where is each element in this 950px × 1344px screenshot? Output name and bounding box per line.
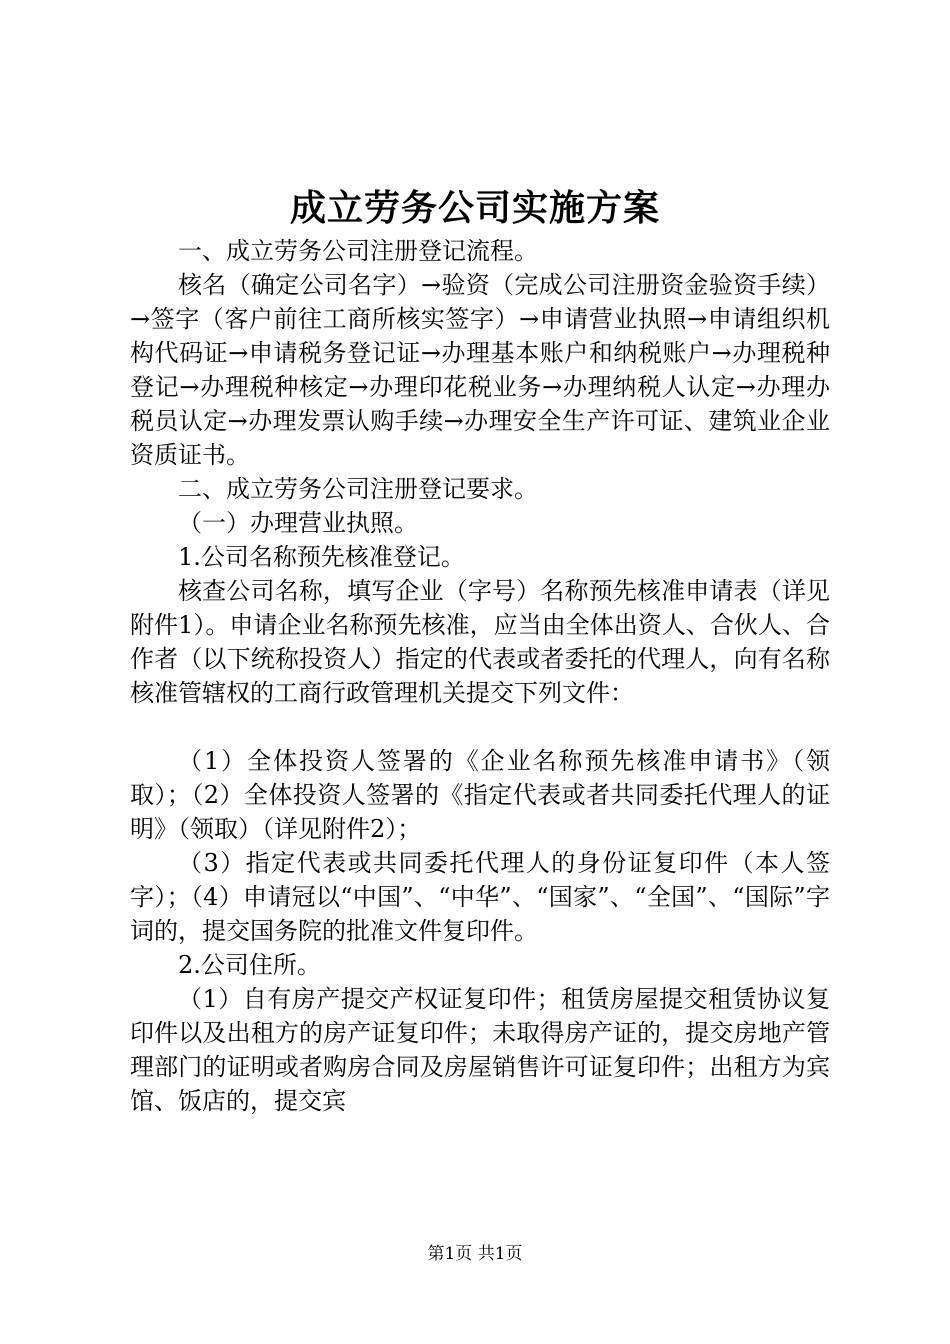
item-heading-residence: 2.公司住所。 bbox=[178, 951, 321, 979]
document-body bbox=[130, 234, 830, 1118]
document-title: 成立劳务公司实施方案 bbox=[289, 187, 660, 229]
paragraph-required-documents-1: （1）全体投资人签署的《企业名称预先核准申请书》（领取）；（2）全体投资人签署的《指定代表或者共同委托代理人的证明》（领取）（详见附件2）； bbox=[130, 747, 830, 843]
subsection-heading-1: （一）办理营业执照。 bbox=[178, 509, 418, 537]
section-heading-1: 一、成立劳务公司注册登记流程。 bbox=[178, 237, 538, 265]
paragraph-name-check: 核查公司名称，填写企业（字号）名称预先核准申请表（详见附件1）。申请企业名称预先核准，应当由全体出资人、合伙人、合作者（以下统称投资人）指定的代表或者委托的代理人，向有名称核准管辖权的工商行政管理机关提交下列文件： bbox=[130, 577, 830, 707]
section-heading-2: 二、成立劳务公司注册登记要求。 bbox=[178, 475, 538, 503]
paragraph-required-documents-2: （3）指定代表或共同委托代理人的身份证复印件（本人签字）；（4）申请冠以“中国”、“中华”、“国家”、“全国”、“国际”字词的，提交国务院的批准文件复印件。 bbox=[130, 849, 830, 945]
blank-line bbox=[130, 710, 830, 744]
item-heading-name-approval: 1.公司名称预先核准登记。 bbox=[178, 543, 465, 571]
page-footer: 第1页 共1页 bbox=[427, 1244, 523, 1264]
paragraph-registration-flow: 核名（确定公司名字）→验资（完成公司注册资金验资手续）→签字（客户前往工商所核实签字）→申请营业执照→申请组织机构代码证→申请税务登记证→办理基本账户和纳税账户→办理税种登记→办理税种核定→办理印花税业务→办理纳税人认定→办理办税员认定→办理发票认购手续→办理安全生产许可证、建筑业企业资质证书。 bbox=[130, 271, 830, 469]
paragraph-residence-documents: （1）自有房产提交产权证复印件；租赁房屋提交租赁协议复印件以及出租方的房产证复印件；未取得房产证的，提交房地产管理部门的证明或者购房合同及房屋销售许可证复印件；出租方为宾馆、饭店的，提交宾 bbox=[130, 985, 830, 1115]
